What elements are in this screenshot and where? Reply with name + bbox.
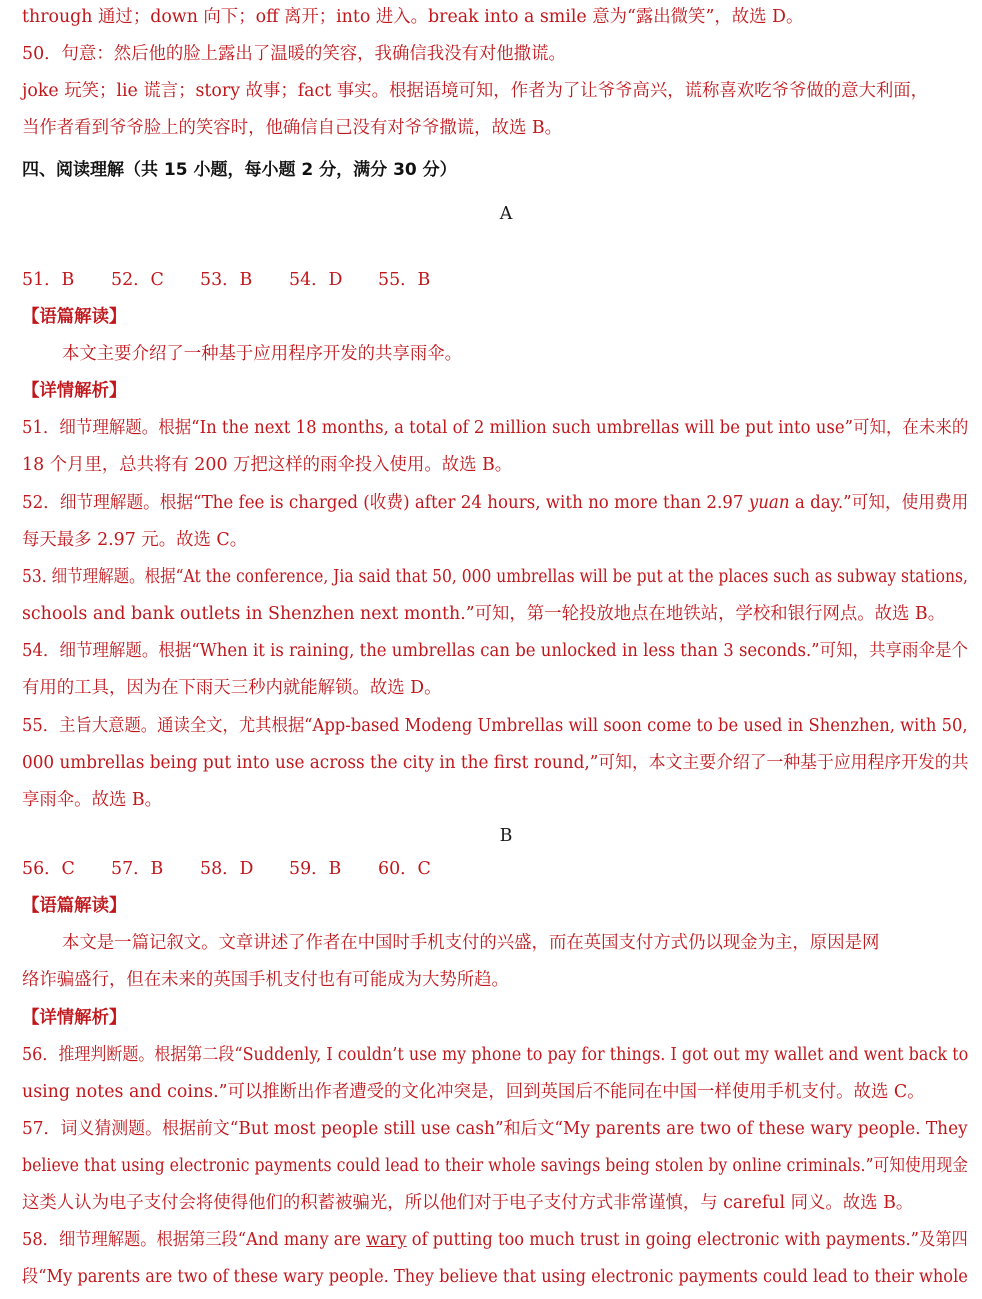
q54-line-2: 有用的工具，因为在下雨天三秒内就能解锁。故选 D。 — [22, 678, 442, 698]
q54-line-1: 54．细节理解题。根据“When it is raining, the umbrellas can be unlocked in less than 3 seconds.”可知，共享雨伞是个 — [22, 641, 968, 661]
q58-text-a: 58．细节理解题。根据第三段“And many are — [22, 1230, 367, 1250]
answer-57: 57．B — [111, 859, 164, 879]
q56-line-1: 56．推理判断题。根据第二段“Suddenly, I couldn’t use my phone to pay for things. I got out my wallet and went back to — [22, 1045, 969, 1065]
q52-yuan: yuan — [748, 493, 790, 513]
answer-53: 53．B — [200, 270, 253, 290]
answer-54: 54．D — [289, 270, 343, 290]
q55-line-2: 000 umbrellas being put into use across the city in the first round,”可知，本文主要介绍了一种基于应用程序开发的共 — [22, 753, 969, 773]
q57-line-1: 57．词义猜测题。根据前文“But most people still use cash”和后文“My parents are two of these wary people. They — [22, 1119, 968, 1139]
heading-yupian-b: 【语篇解读】 — [22, 896, 127, 916]
q52-text-a: 52．细节理解题。根据“The fee is charged (收费) after 24 hours, with no more than 2.97 — [22, 493, 749, 513]
line-q50-meaning: 50．句意：然后他的脸上露出了温暖的笑容，我确信我没有对他撒谎。 — [22, 44, 566, 64]
heading-xiangqing-b: 【详情解析】 — [22, 1008, 127, 1028]
q57-line-2: believe that using electronic payments could lead to their whole savings being stolen by online criminals.”可知使用现金 — [22, 1156, 968, 1176]
heading-xiangqing-a: 【详情解析】 — [22, 381, 127, 401]
passage-label-b: B — [499, 826, 513, 846]
answer-59: 59．B — [289, 859, 342, 879]
q51-line-2: 18 个月里，总共将有 200 万把这样的雨伞投入使用。故选 B。 — [22, 455, 513, 475]
passage-label-a: A — [499, 204, 513, 224]
q56-line-2: using notes and coins.”可以推断出作者遭受的文化冲突是，回到英国后不能同在中国一样使用手机支付。故选 C。 — [22, 1082, 925, 1102]
line-q50-conclusion: 当作者看到爷爷脸上的笑容时，他确信自己没有对爷爷撒谎，故选 B。 — [22, 118, 563, 138]
q55-line-3: 享雨伞。故选 B。 — [22, 790, 163, 810]
line-q50-options: joke 玩笑；lie 谎言；story 故事；fact 事实。根据语境可知，作者为了让爷爷高兴，谎称喜欢吃爷爷做的意大利面， — [22, 81, 929, 101]
answer-52: 52．C — [111, 270, 164, 290]
summary-b-line-2: 络诈骗盛行，但在未来的英国手机支付也有可能成为大势所趋。 — [22, 970, 509, 990]
section-heading-reading: 四、阅读理解（共 15 小题，每小题 2 分，满分 30 分） — [22, 160, 457, 180]
summary-b-line-1: 本文是一篇记叙文。文章讲述了作者在中国时手机支付的兴盛，而在英国支付方式仍以现金为主，原因是网 — [62, 933, 880, 953]
q52-line-2: 每天最多 2.97 元。故选 C。 — [22, 530, 248, 550]
heading-yupian-a: 【语篇解读】 — [22, 307, 127, 327]
q53-line-1: 53. 细节理解题。根据“At the conference, Jia said that 50, 000 umbrellas will be put at the places such as subway stations, — [22, 567, 968, 587]
q52-text-c: a day.”可知，使用费用 — [789, 493, 969, 513]
q58-line-1 — [22, 1228, 968, 1252]
summary-a: 本文主要介绍了一种基于应用程序开发的共享雨伞。 — [62, 344, 462, 364]
answer-58: 58．D — [200, 859, 254, 879]
q57-line-3: 这类人认为电子支付会将使得他们的积蓄被骗光，所以他们对于电子支付方式非常谨慎，与 careful 同义。故选 B。 — [22, 1193, 914, 1213]
answer-row-b — [22, 857, 482, 881]
line-q49-tail: through 通过；down 向下；off 离开；into 进入。break into a smile 意为“露出微笑”，故选 D。 — [22, 7, 804, 27]
answer-60: 60．C — [378, 859, 431, 879]
q58-text-c: of putting too much trust in going electronic with payments.”及第四 — [406, 1230, 968, 1250]
answer-51: 51．B — [22, 270, 75, 290]
answer-row-a — [22, 268, 482, 292]
q53-line-2: schools and bank outlets in Shenzhen next month.”可知，第一轮投放地点在地铁站，学校和银行网点。故选 B。 — [22, 604, 946, 624]
q55-line-1: 55．主旨大意题。通读全文，尤其根据“App-based Modeng Umbrellas will soon come to be used in Shenzhen, with 50, — [22, 716, 968, 736]
q58-line-2: 段“My parents are two of these wary people. They believe that using electronic payments could lead to their whole — [22, 1267, 968, 1287]
q58-wary-underlined: wary — [366, 1230, 407, 1250]
q52-line-1 — [22, 491, 968, 515]
q51-line-1: 51．细节理解题。根据“In the next 18 months, a total of 2 million such umbrellas will be put into use”可知，在未来的 — [22, 418, 969, 438]
answer-55: 55．B — [378, 270, 431, 290]
answer-56: 56．C — [22, 859, 75, 879]
